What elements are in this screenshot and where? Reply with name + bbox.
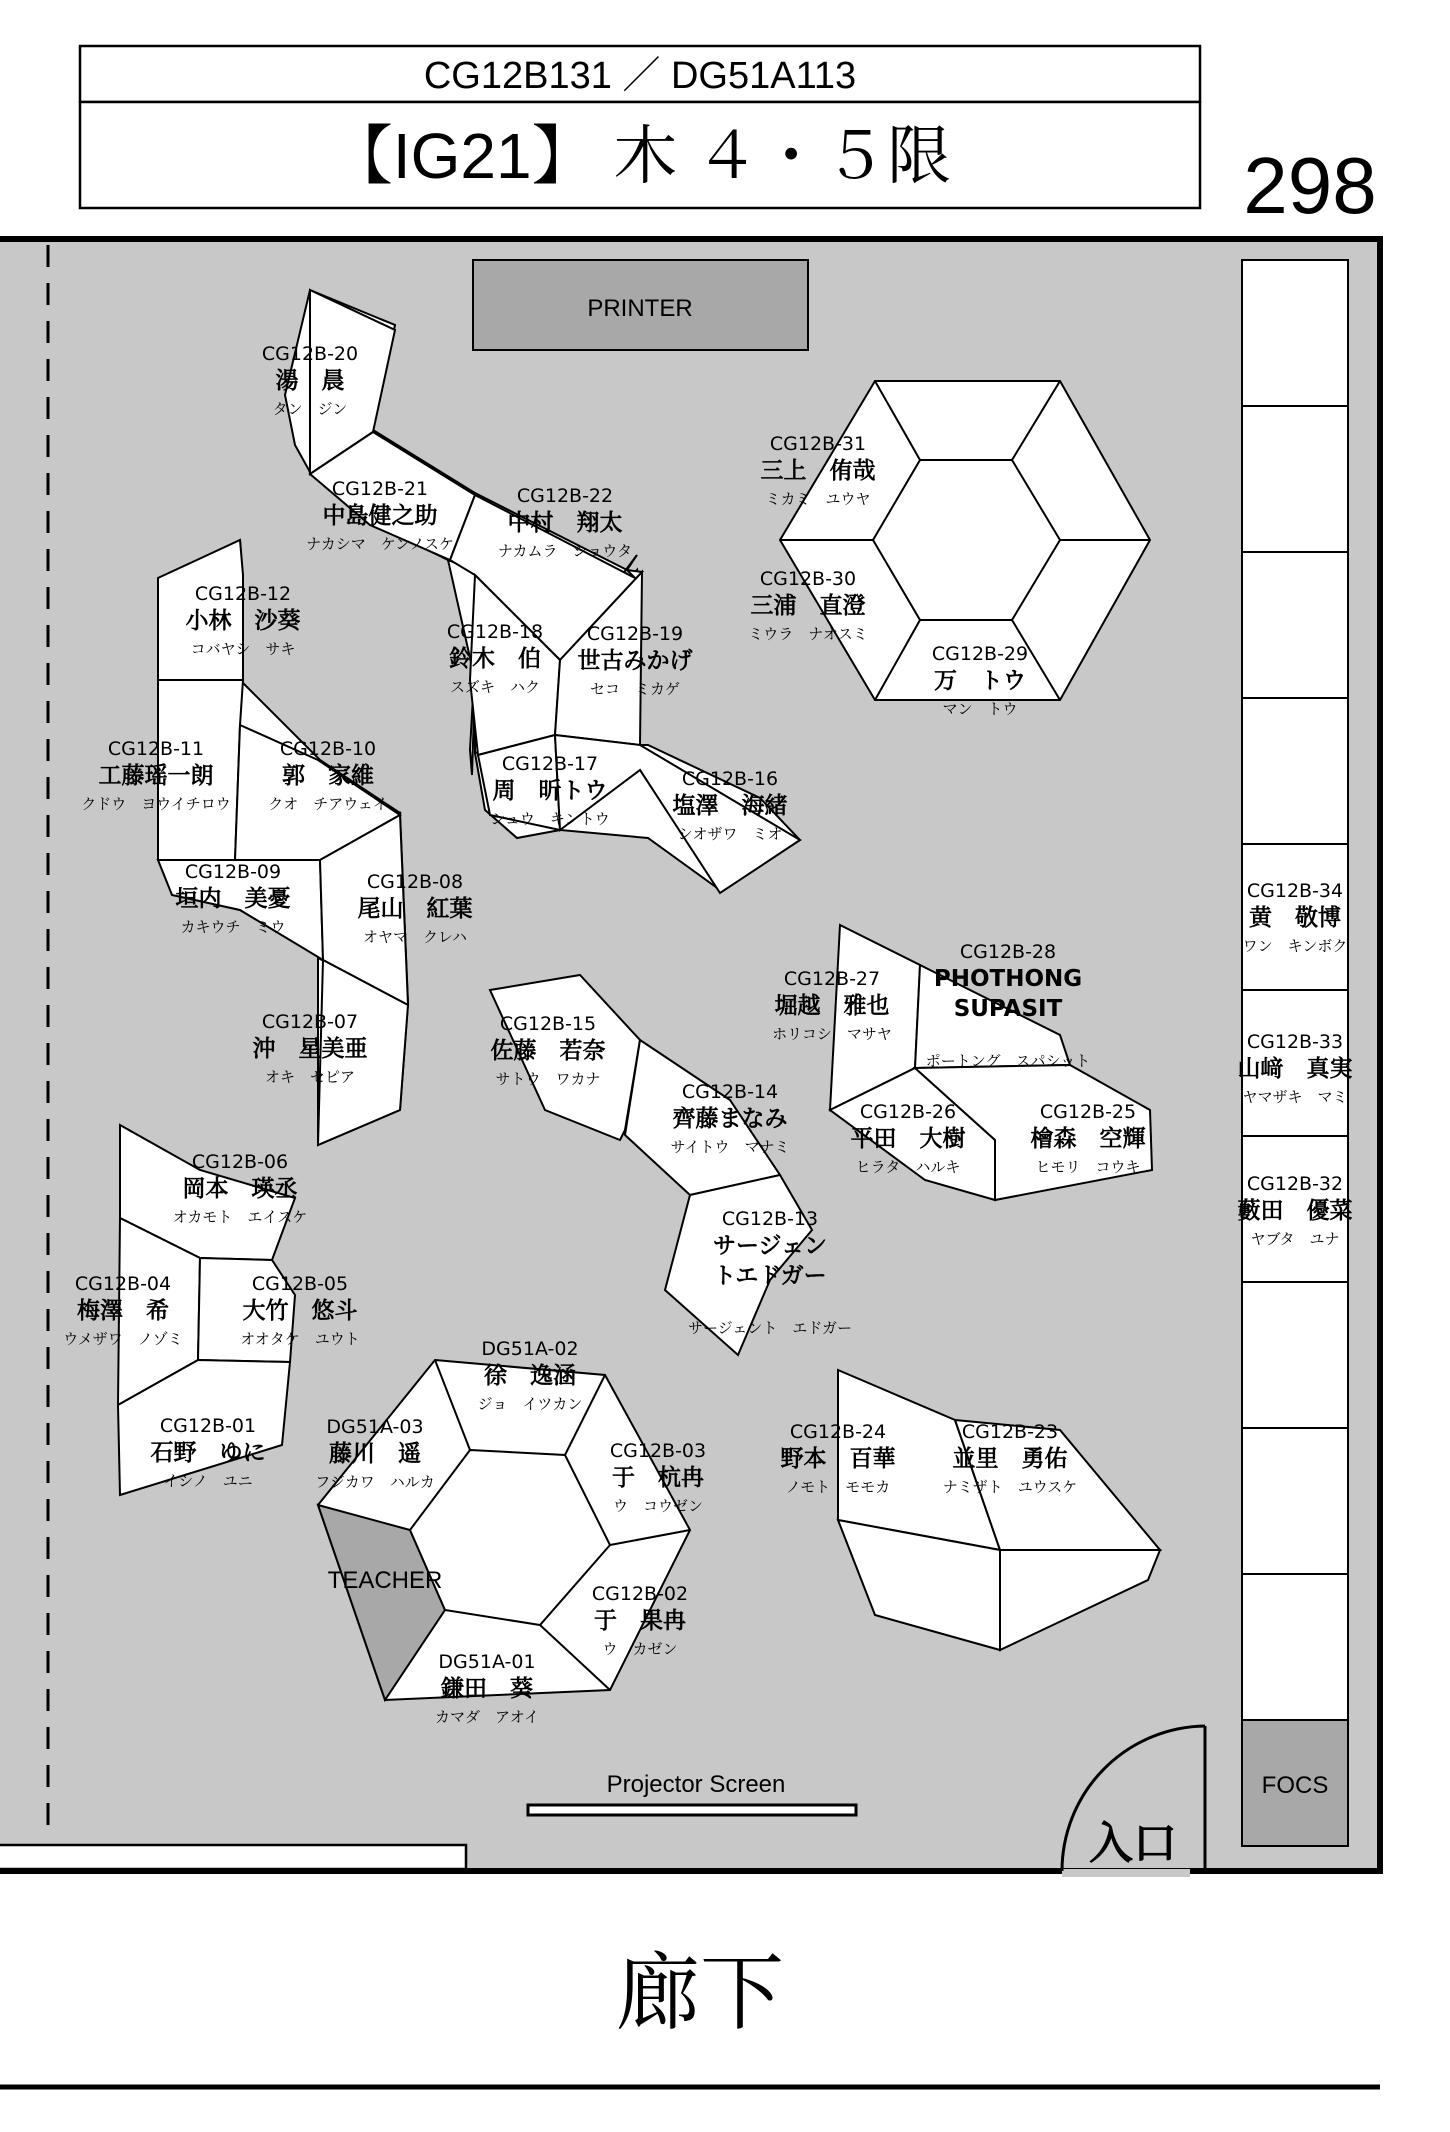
seat-name: 徐 逸涵	[484, 1363, 576, 1389]
seat-kana: ミカミ ユウヤ	[765, 490, 871, 508]
seat-code: CG12B-31	[769, 433, 867, 455]
seat-code: CG12B-22	[516, 485, 614, 507]
seat-kana: ポートング スパシット	[925, 1052, 1091, 1070]
seat-kana: クオ チアウェイ	[268, 795, 388, 813]
seat-name: 垣内 美憂	[175, 886, 291, 912]
seat-code: CG12B-04	[74, 1273, 172, 1295]
seat-code: CG12B-20	[261, 343, 359, 365]
seat-name: 黄 敬博	[1249, 905, 1341, 931]
seat-code: CG12B-05	[251, 1273, 349, 1295]
seat-name: 大竹 悠斗	[242, 1298, 358, 1324]
seat-code: CG12B-01	[159, 1415, 257, 1437]
seat-code: CG12B-21	[331, 478, 429, 500]
seat-code: CG12B-02	[591, 1583, 689, 1605]
seat-kana: クドウ ヨウイチロウ	[81, 795, 231, 813]
seat-name: 工藤瑶一朗	[98, 763, 214, 789]
seat-kana: ミウラ ナオスミ	[748, 625, 868, 643]
seat-name: 于 杭冉	[612, 1465, 704, 1491]
focs-label: FOCS	[1261, 1772, 1329, 1799]
seat-kana: タン ジン	[272, 400, 348, 418]
corridor-label: 廊下	[615, 1946, 785, 2040]
right-wall-desks	[1242, 260, 1348, 1720]
seat-code: CG12B-12	[194, 583, 292, 605]
seat-code: CG12B-08	[366, 871, 464, 893]
seat-name: 並里 勇佑	[952, 1446, 1068, 1472]
seat-kana: イシノ ユニ	[163, 1472, 253, 1490]
seat-code: CG12B-09	[184, 861, 282, 883]
seat-name: 野本 百華	[780, 1446, 896, 1472]
seat-name: 湯 晨	[275, 368, 345, 394]
class-title: 【IG21】 木 ４・５限	[328, 120, 952, 192]
seat-name: 藤川 遥	[329, 1441, 421, 1467]
seat-code: CG12B-13	[721, 1208, 819, 1230]
seat-code: CG12B-34	[1246, 880, 1344, 902]
seat-kana: オカモト エイスケ	[172, 1208, 308, 1226]
seat-name: 中島健之助	[322, 503, 438, 529]
seat-kana: ワン キンボク	[1242, 937, 1348, 955]
seat-kana: セコ ミカゲ	[589, 680, 681, 698]
seat-code: CG12B-03	[609, 1440, 707, 1462]
seat-name: 檜森 空輝	[1030, 1126, 1146, 1152]
entrance-label: 入口	[1089, 1819, 1177, 1868]
seat-name: 鈴木 伯	[449, 646, 541, 672]
seat-name: 岡本 瑛丞	[182, 1176, 298, 1202]
seat-kana: スズキ ハク	[449, 678, 541, 696]
seat-name: 于 果冉	[594, 1608, 686, 1634]
seat-kana: シオザワ ミオ	[677, 825, 783, 843]
seat-name: サージェン	[712, 1233, 828, 1259]
seat-name: 鎌田 葵	[441, 1676, 533, 1702]
seat-kana: ナカムラ ショウタ	[497, 542, 633, 560]
seat-name: 万 トウ	[934, 668, 1026, 694]
seat-kana: フジカワ ハルカ	[315, 1473, 435, 1491]
seat-code: CG12B-07	[261, 1011, 359, 1033]
seat-kana: オキ セピア	[264, 1068, 356, 1086]
seat-name: 梅澤 希	[77, 1298, 169, 1324]
seat-name: 尾山 紅葉	[357, 896, 473, 922]
seat-code: CG12B-18	[446, 621, 544, 643]
seat-kana: ヤマザキ マミ	[1242, 1088, 1348, 1106]
projector-screen	[528, 1805, 856, 1815]
seat-name: 郭 家維	[282, 763, 374, 789]
seat-kana: サージェント エドガー	[688, 1319, 852, 1337]
seat-code: CG12B-11	[107, 738, 205, 760]
seat-name: PHOTHONG	[933, 966, 1083, 992]
seat-code: CG12B-14	[681, 1081, 779, 1103]
seat-kana: ヤブタ ユナ	[1250, 1230, 1340, 1248]
seat-code: CG12B-32	[1246, 1173, 1344, 1195]
seat-name: 石野 ゆに	[150, 1440, 266, 1466]
seat-name: 世古みかげ	[577, 648, 693, 674]
seat-name: 三浦 直澄	[750, 593, 866, 619]
seat-kana: ヒラタ ハルキ	[855, 1158, 961, 1176]
seat-kana: ホリコシ マサヤ	[772, 1025, 892, 1043]
seat-kana: マン トウ	[942, 700, 1018, 718]
printer-label: PRINTER	[587, 295, 693, 322]
seat-kana: ノモト モモカ	[785, 1478, 891, 1496]
seat-name: 平田 大樹	[850, 1126, 966, 1152]
seat-kana: ジョ イツカン	[477, 1395, 583, 1413]
seat-code: CG12B-27	[783, 968, 881, 990]
seat-kana: カキウチ ミウ	[180, 918, 286, 936]
seat-code: DG51A-03	[326, 1416, 424, 1438]
seat-kana: オヤマ クレハ	[363, 928, 467, 946]
course-codes: CG12B131 ／ DG51A113	[423, 55, 857, 97]
seat-code: CG12B-23	[961, 1421, 1059, 1443]
seat-kana: ナミザト ユウスケ	[942, 1478, 1078, 1496]
seat-code: CG12B-15	[499, 1013, 597, 1035]
seat-name: 藪田 優菜	[1237, 1198, 1353, 1224]
front-counter	[0, 1845, 466, 1869]
seat-name: 齊藤まなみ	[672, 1106, 788, 1132]
seat-code: CG12B-17	[501, 753, 599, 775]
seat-kana: カマダ アオイ	[434, 1708, 540, 1726]
seat-kana: ウ カゼン	[602, 1640, 678, 1658]
seat-name: 塩澤 海緒	[672, 793, 788, 819]
teacher-label: TEACHER	[327, 1567, 443, 1594]
seat-name: 佐藤 若奈	[490, 1038, 606, 1064]
seat-kana: シュウ キントウ	[490, 810, 610, 828]
seat-name: 山﨑 真実	[1237, 1056, 1353, 1082]
seat-code: DG51A-01	[438, 1651, 536, 1673]
seat-code: CG12B-16	[681, 768, 779, 790]
seat-name: 沖 星美亜	[252, 1036, 368, 1062]
projector-label: Projector Screen	[606, 1771, 786, 1798]
seat-code: CG12B-33	[1246, 1031, 1344, 1053]
room-floor	[0, 239, 1380, 1869]
seat-code: CG12B-28	[959, 941, 1057, 963]
seat-name: SUPASIT	[953, 996, 1063, 1022]
seat-code: CG12B-24	[789, 1421, 887, 1443]
seat-name: トエドガー	[713, 1263, 827, 1289]
seat-code: CG12B-30	[759, 568, 857, 590]
seat-code: CG12B-25	[1039, 1101, 1137, 1123]
seat-kana: ナカシマ ケンノスケ	[306, 535, 454, 553]
seat-kana: ウ コウゼン	[612, 1497, 704, 1515]
seat-code: CG12B-10	[279, 738, 377, 760]
seat-code: CG12B-06	[191, 1151, 289, 1173]
seat-code: CG12B-19	[586, 623, 684, 645]
seat-name: 小林 沙葵	[185, 608, 301, 634]
seat-name: 周 昕トウ	[492, 778, 608, 804]
seat-code: DG51A-02	[481, 1338, 579, 1360]
seat-kana: オオタケ ユウト	[240, 1330, 360, 1348]
seat-name: 三上 侑哉	[760, 458, 876, 484]
seat-kana: ウメザワ ノゾミ	[63, 1330, 183, 1348]
seat-name: 堀越 雅也	[774, 993, 890, 1019]
seat-code: CG12B-26	[859, 1101, 957, 1123]
doorway-gap	[1062, 1869, 1190, 1877]
seat-code: CG12B-29	[931, 643, 1029, 665]
room-number: 298	[1243, 141, 1377, 230]
seat-kana: ヒモリ コウキ	[1035, 1158, 1141, 1176]
seat-kana: コバヤシ サキ	[190, 640, 296, 658]
seat-kana: サトウ ワカナ	[495, 1070, 601, 1088]
seat-kana: サイトウ マナミ	[670, 1138, 790, 1156]
seat-name: 中村 翔太	[507, 510, 623, 536]
